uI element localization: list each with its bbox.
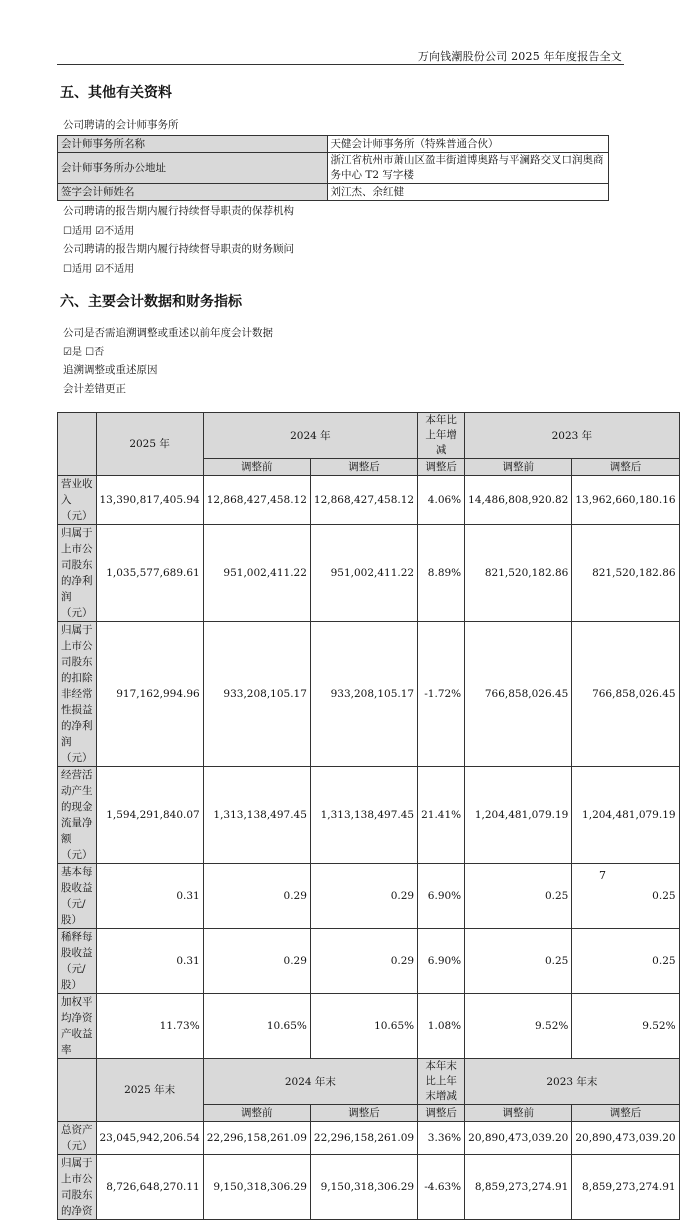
cell-2025: 13,390,817,405.94	[96, 476, 203, 525]
subheader-2024-after: 调整后	[310, 1105, 417, 1122]
subheader-2024-before: 调整前	[203, 459, 310, 476]
cell-2023-before: 821,520,182.86	[465, 525, 572, 622]
cell-2023-after: 0.25	[572, 864, 679, 929]
header-2023-end: 2023 年末	[465, 1059, 679, 1105]
cell-2023-after: 821,520,182.86	[572, 525, 679, 622]
header-change: 本年比上年增减	[418, 413, 465, 459]
cell-2025: 0.31	[96, 864, 203, 929]
header-2023: 2023 年	[465, 413, 679, 459]
table-row	[58, 1122, 680, 1155]
row-label: 稀释每股收益（元/股）	[58, 929, 97, 994]
advisor-options: ☐适用 ☑不适用	[63, 264, 135, 275]
cell-change: 21.41%	[418, 767, 465, 864]
cell-2023-after: 0.25	[572, 929, 679, 994]
cell-2024-before: 22,296,158,261.09	[203, 1122, 310, 1155]
subheader-2024-after: 调整后	[310, 459, 417, 476]
cell-2023-before: 8,859,273,274.91	[465, 1155, 572, 1220]
advisor-text: 公司聘请的报告期内履行持续督导职责的财务顾问	[63, 243, 294, 255]
cell-2024-before: 0.29	[203, 929, 310, 994]
auditor-table	[57, 135, 609, 201]
cell-change: 6.90%	[418, 929, 465, 994]
auditor-row	[58, 184, 609, 201]
cell-2025: 1,035,577,689.61	[96, 525, 203, 622]
cell-2024-after: 1,313,138,497.45	[310, 767, 417, 864]
table-row	[58, 864, 680, 929]
cell-2024-before: 10.65%	[203, 994, 310, 1059]
cell-2025: 11.73%	[96, 994, 203, 1059]
cell-2025: 8,726,648,270.11	[96, 1155, 203, 1220]
cell-2024-after: 22,296,158,261.09	[310, 1122, 417, 1155]
header-2025-end: 2025 年末	[96, 1059, 203, 1122]
header-divider	[57, 64, 624, 65]
cell-2024-after: 0.29	[310, 864, 417, 929]
section6-title: 六、主要会计数据和财务指标	[60, 294, 242, 310]
cell-change: 4.06%	[418, 476, 465, 525]
restatement-reason: 会计差错更正	[63, 383, 126, 395]
cell-2023-before: 14,486,808,920.82	[465, 476, 572, 525]
row-label: 基本每股收益（元/股）	[58, 864, 97, 929]
cell-2024-after: 951,002,411.22	[310, 525, 417, 622]
page-number: 7	[599, 869, 606, 882]
cell-2023-after: 1,204,481,079.19	[572, 767, 679, 864]
auditor-label: 会计师事务所办公地址	[58, 153, 328, 184]
header-blank	[58, 413, 97, 476]
row-label: 总资产（元）	[58, 1122, 97, 1155]
subheader-2023-before: 调整前	[465, 1105, 572, 1122]
cell-2025: 1,594,291,840.07	[96, 767, 203, 864]
header-blank	[58, 1059, 97, 1122]
auditor-row	[58, 153, 609, 184]
cell-2023-before: 9.52%	[465, 994, 572, 1059]
header-2025: 2025 年	[96, 413, 203, 476]
cell-2024-after: 9,150,318,306.29	[310, 1155, 417, 1220]
table-row	[58, 929, 680, 994]
table-header-row	[58, 413, 680, 459]
table-row	[58, 476, 680, 525]
table-row	[58, 525, 680, 622]
sponsor-text: 公司聘请的报告期内履行持续督导职责的保荐机构	[63, 205, 294, 217]
subheader-change-after: 调整后	[418, 459, 465, 476]
cell-2025: 917,162,994.96	[96, 622, 203, 767]
cell-2025: 0.31	[96, 929, 203, 994]
cell-change: 8.89%	[418, 525, 465, 622]
restatement-reason-label: 追溯调整或重述原因	[63, 364, 158, 376]
cell-2024-before: 12,868,427,458.12	[203, 476, 310, 525]
cell-2024-after: 10.65%	[310, 994, 417, 1059]
auditor-label: 会计师事务所名称	[58, 136, 328, 153]
row-label: 归属于上市公司股东的净利润（元）	[58, 525, 97, 622]
row-label: 加权平均净资产收益率	[58, 994, 97, 1059]
report-header-title: 万向钱潮股份公司 2025 年年度报告全文	[417, 50, 622, 63]
cell-2023-after: 20,890,473,039.20	[572, 1122, 679, 1155]
cell-2024-after: 12,868,427,458.12	[310, 476, 417, 525]
table-row	[58, 994, 680, 1059]
header-change-end: 本年末比上年末增减	[418, 1059, 465, 1105]
subheader-2023-after: 调整后	[572, 1105, 679, 1122]
section5-title: 五、其他有关资料	[60, 85, 172, 101]
table-row	[58, 622, 680, 767]
cell-2023-after: 8,859,273,274.91	[572, 1155, 679, 1220]
auditor-intro: 公司聘请的会计师事务所	[63, 119, 179, 131]
cell-2024-before: 0.29	[203, 864, 310, 929]
row-label: 营业收入（元）	[58, 476, 97, 525]
cell-2023-after: 766,858,026.45	[572, 622, 679, 767]
cell-2023-after: 13,962,660,180.16	[572, 476, 679, 525]
auditor-value: 刘江杰、余红健	[327, 184, 609, 201]
cell-2023-after: 9.52%	[572, 994, 679, 1059]
cell-change: 1.08%	[418, 994, 465, 1059]
auditor-label: 签字会计师姓名	[58, 184, 328, 201]
row-label: 归属于上市公司股东的净资	[58, 1155, 97, 1220]
cell-2023-before: 1,204,481,079.19	[465, 767, 572, 864]
cell-2024-before: 1,313,138,497.45	[203, 767, 310, 864]
cell-change: 3.36%	[418, 1122, 465, 1155]
cell-2024-after: 0.29	[310, 929, 417, 994]
cell-2024-before: 933,208,105.17	[203, 622, 310, 767]
restatement-options: ☑是 ☐否	[63, 347, 105, 358]
auditor-value: 天健会计师事务所（特殊普通合伙）	[327, 136, 609, 153]
subheader-2024-before: 调整前	[203, 1105, 310, 1122]
restatement-question: 公司是否需追溯调整或重述以前年度会计数据	[63, 327, 273, 339]
row-label: 经营活动产生的现金流量净额（元）	[58, 767, 97, 864]
sponsor-options: ☐适用 ☑不适用	[63, 226, 135, 237]
cell-2024-after: 933,208,105.17	[310, 622, 417, 767]
cell-change: 6.90%	[418, 864, 465, 929]
cell-change: -4.63%	[418, 1155, 465, 1220]
cell-2023-before: 766,858,026.45	[465, 622, 572, 767]
subheader-2023-after: 调整后	[572, 459, 679, 476]
cell-2025: 23,045,942,206.54	[96, 1122, 203, 1155]
header-2024-end: 2024 年末	[203, 1059, 417, 1105]
row-label: 归属于上市公司股东的扣除非经常性损益的净利润（元）	[58, 622, 97, 767]
cell-change: -1.72%	[418, 622, 465, 767]
auditor-value: 浙江省杭州市萧山区盈丰街道博奥路与平澜路交叉口润奥商务中心 T2 写字楼	[327, 153, 609, 184]
table-row	[58, 1155, 680, 1220]
subheader-2023-before: 调整前	[465, 459, 572, 476]
cell-2024-before: 9,150,318,306.29	[203, 1155, 310, 1220]
cell-2023-before: 0.25	[465, 864, 572, 929]
auditor-row	[58, 136, 609, 153]
cell-2023-before: 0.25	[465, 929, 572, 994]
table-row	[58, 767, 680, 864]
table-header-row	[58, 1059, 680, 1105]
cell-2024-before: 951,002,411.22	[203, 525, 310, 622]
cell-2023-before: 20,890,473,039.20	[465, 1122, 572, 1155]
subheader-change-after: 调整后	[418, 1105, 465, 1122]
financial-table	[57, 412, 680, 1220]
header-2024: 2024 年	[203, 413, 417, 459]
